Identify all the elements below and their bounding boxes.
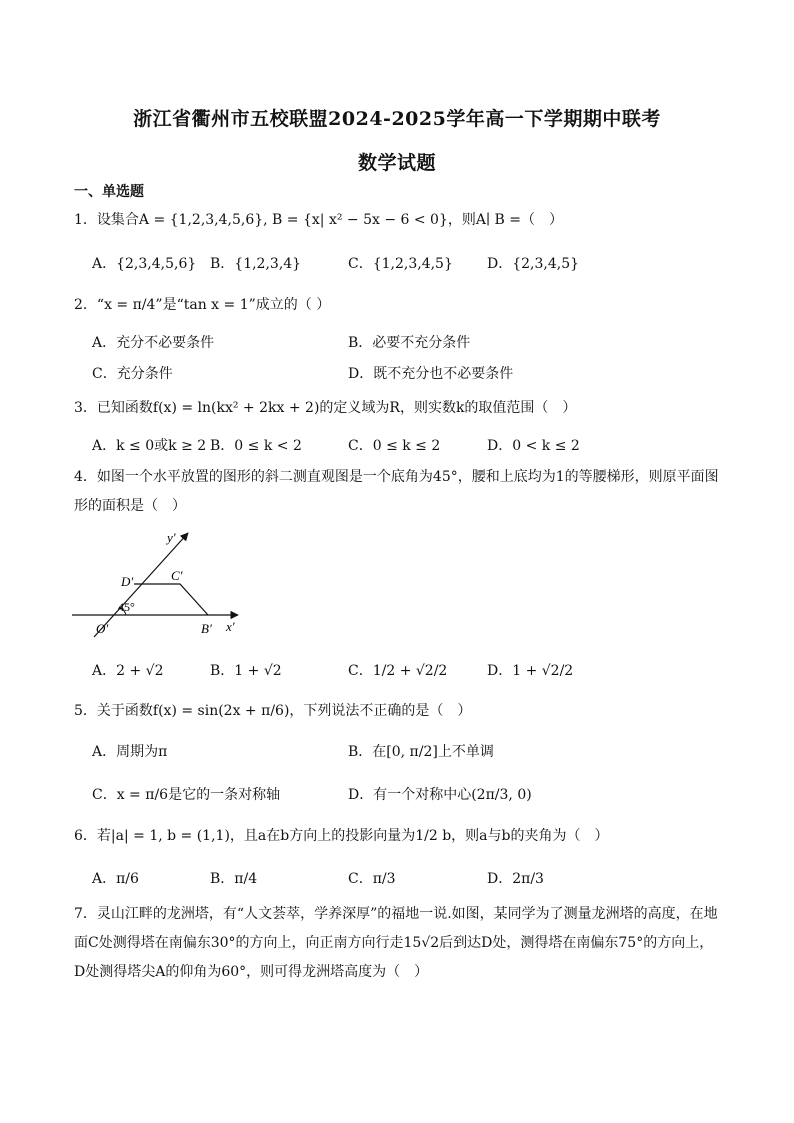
q2-option-d: D．既不充分也不必要条件: [348, 366, 514, 382]
question-2-stem: 2．“x = π/4”是“tan x = 1”成立的（ ）: [74, 297, 331, 313]
q3-option-b: B．0 ≤ k < 2: [210, 438, 302, 454]
q2-option-a: A．充分不必要条件: [92, 335, 215, 351]
q1-option-b: B．{1,2,3,4}: [210, 256, 302, 272]
q6-option-d: D．2π/3: [487, 871, 544, 887]
q5-option-b: B．在[0, π/2]上不单调: [348, 744, 494, 760]
label-y-prime: y′: [167, 530, 176, 545]
question-3-stem: 3．已知函数f(x) = ln(kx² + 2kx + 2)的定义域为R，则实数k的取值范围（ ）: [74, 400, 577, 416]
q3-option-a: A．k ≤ 0或k ≥ 2: [92, 438, 207, 454]
section-heading: 一、单选题: [74, 184, 144, 200]
q4-option-d: D．1 + √2/2: [487, 663, 574, 679]
label-d-prime: D′: [121, 574, 134, 589]
question-1-stem: 1．设集合A = {1,2,3,4,5,6}, B = {x| x² − 5x − 6 < 0}，则A∣ B =（ ）: [74, 212, 563, 228]
exam-subtitle: 数学试题: [357, 152, 436, 174]
q6-option-b: B．π/4: [210, 871, 258, 887]
q5-option-d: D．有一个对称中心(2π/3, 0): [348, 787, 532, 803]
exam-title: 浙江省衢州市五校联盟2024-2025学年高一下学期期中联考: [133, 108, 661, 130]
q1-option-a: A．{2,3,4,5,6}: [92, 256, 197, 272]
label-angle: 45°: [118, 600, 135, 614]
q3-option-c: C．0 ≤ k ≤ 2: [348, 438, 441, 454]
q1-option-c: C．{1,2,3,4,5}: [348, 256, 453, 272]
q5-option-c: C．x = π/6是它的一条对称轴: [92, 787, 281, 803]
q4-option-c: C．1/2 + √2/2: [348, 663, 448, 679]
q6-option-c: C．π/3: [348, 871, 396, 887]
question-7-stem: 7．灵山江畔的龙洲塔，有“人文荟萃，学养深厚”的福地一说.如图，某同学为了测量龙洲塔的高度，在地面C处测得塔在南偏东30°的方向上，向正南方向行走15√2后到达D处，测得塔在南偏东75°的方向上，D处测得塔尖A的仰角为60°，则可得龙洲塔高度为（ ）: [74, 906, 718, 980]
q3-option-d: D．0 < k ≤ 2: [487, 438, 580, 454]
trapezoid-top-and-legs: [134, 584, 208, 615]
q2-option-c: C．充分条件: [92, 366, 173, 382]
question-5-stem: 5．关于函数f(x) = sin(2x + π/6)，下列说法不正确的是（ ）: [74, 703, 472, 719]
label-x-prime: x′: [226, 619, 235, 634]
question-4-stem: 4．如图一个水平放置的图形的斜二测直观图是一个底角为45°，腰和上底均为1的等腰梯形，则原平面图形的面积是（ ）: [74, 469, 719, 514]
label-o-prime: O′: [96, 621, 109, 636]
q4-option-a: A．2 + √2: [92, 663, 164, 679]
label-c-prime: C′: [171, 568, 183, 583]
q2-option-b: B．必要不充分条件: [348, 335, 471, 351]
q5-option-a: A．周期为π: [92, 744, 168, 760]
q6-option-a: A．π/6: [92, 871, 139, 887]
oblique-trapezoid-figure: [64, 525, 254, 645]
label-b-prime: B′: [201, 621, 212, 636]
q4-option-b: B．1 + √2: [210, 663, 282, 679]
question-6-stem: 6．若|a| = 1, b = (1,1)，且a在b方向上的投影向量为1/2 b，则a与b的夹角为（ ）: [74, 828, 609, 844]
q1-option-d: D．{2,3,4,5}: [487, 256, 580, 272]
